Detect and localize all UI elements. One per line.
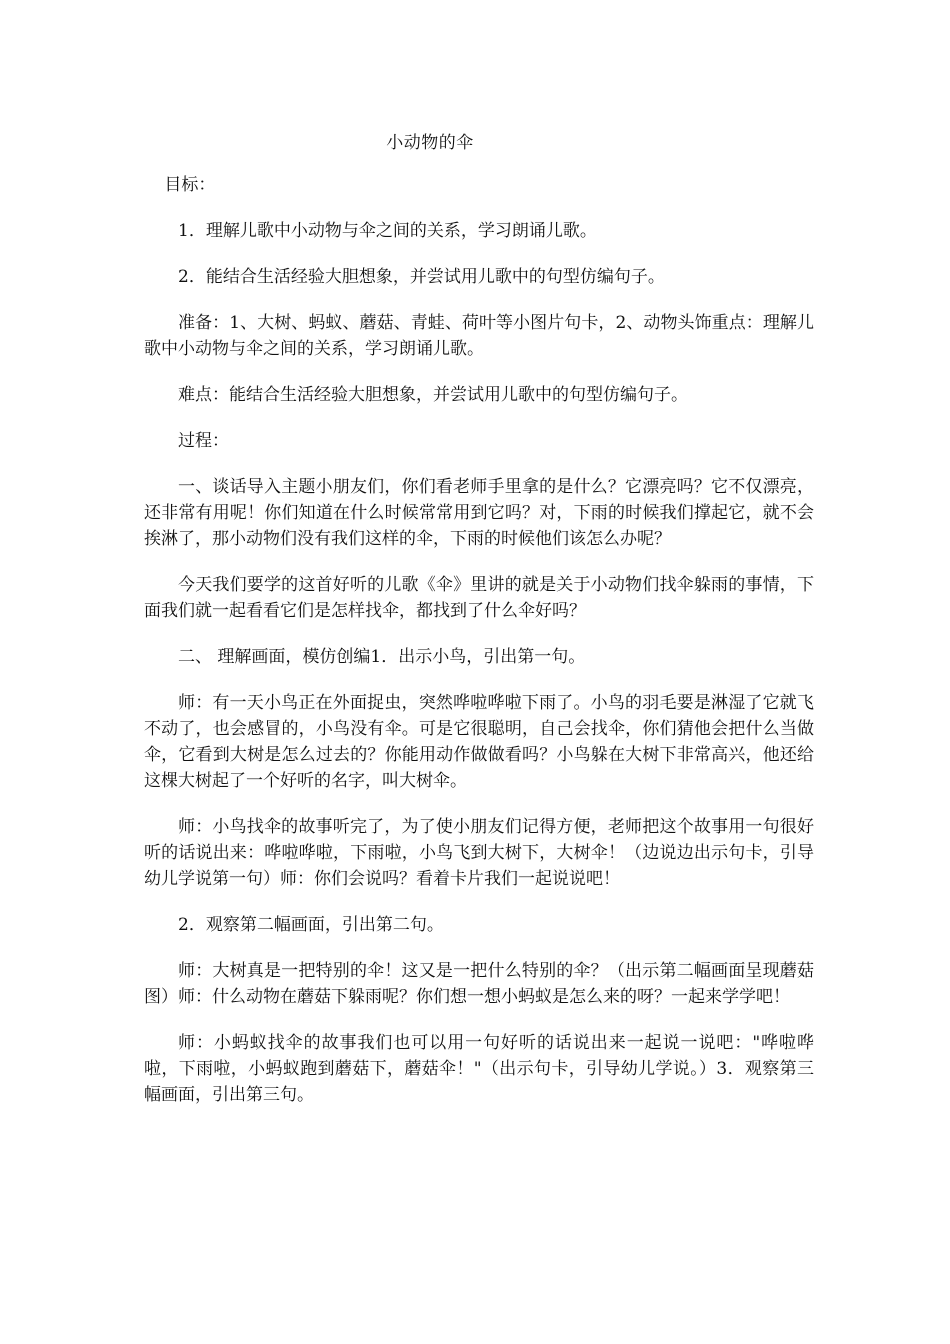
preparation-paragraph: 准备：1、大树、蚂蚁、蘑菇、青蛙、荷叶等小图片句卡，2、动物头饰重点：理解儿歌中小动物与伞之间的关系，学习朗诵儿歌。 xyxy=(144,313,814,359)
section-heading-process: 过程： xyxy=(178,431,229,451)
section-heading-goals: 目标： xyxy=(164,175,216,195)
process-paragraph-4: 师：有一天小鸟正在外面捉虫，突然哗啦哗啦下雨了。小鸟的羽毛要是淋湿了它就飞不动了，也会感冒的，小鸟没有伞。可是它很聪明，自己会找伞，你们猜他会把什么当做伞，它看到大树是怎么过去的？你能用动作做做看吗？小鸟躲在大树下非常高兴，他还给这棵大树起了一个好听的名字，叫大树伞。 xyxy=(144,693,814,791)
process-paragraph-3: 二、 理解画面，模仿创编1．出示小鸟，引出第一句。 xyxy=(178,647,586,667)
goal-item-1: 1．理解儿歌中小动物与伞之间的关系，学习朗诵儿歌。 xyxy=(178,221,597,241)
difficulty-paragraph: 难点：能结合生活经验大胆想象，并尝试用儿歌中的句型仿编句子。 xyxy=(178,385,688,405)
document-title: 小动物的伞 xyxy=(386,133,474,153)
process-paragraph-7: 师：大树真是一把特别的伞！这又是一把什么特别的伞？（出示第二幅画面呈现蘑菇图）师：什么动物在蘑菇下躲雨呢？你们想一想小蚂蚁是怎么来的呀？一起来学学吧！ xyxy=(144,961,814,1007)
process-paragraph-5: 师：小鸟找伞的故事听完了，为了使小朋友们记得方便，老师把这个故事用一句很好听的话说出来：哗啦哗啦，下雨啦，小鸟飞到大树下，大树伞！（边说边出示句卡，引导幼儿学说第一句）师：你们会说吗？看着卡片我们一起说说吧！ xyxy=(144,817,814,889)
document-body xyxy=(144,172,814,1128)
goal-item-2: 2．能结合生活经验大胆想象，并尝试用儿歌中的句型仿编句子。 xyxy=(178,267,665,287)
process-paragraph-6: 2．观察第二幅画面，引出第二句。 xyxy=(178,915,444,935)
process-paragraph-2: 今天我们要学的这首好听的儿歌《伞》里讲的就是关于小动物们找伞躲雨的事情，下面我们就一起看看它们是怎样找伞，都找到了什么伞好吗？ xyxy=(144,575,814,621)
process-paragraph-8: 师：小蚂蚁找伞的故事我们也可以用一句好听的话说出来一起说一说吧："哗啦哗啦，下雨啦，小蚂蚁跑到蘑菇下，蘑菇伞！"（出示句卡，引导幼儿学说。）3．观察第三幅画面，引出第三句。 xyxy=(144,1033,814,1105)
process-paragraph-1: 一、谈话导入主题小朋友们，你们看老师手里拿的是什么？它漂亮吗？它不仅漂亮，还非常有用呢！你们知道在什么时候常常用到它吗？对，下雨的时候我们撑起它，就不会挨淋了，那小动物们没有我们这样的伞，下雨的时候他们该怎么办呢？ xyxy=(144,477,814,549)
